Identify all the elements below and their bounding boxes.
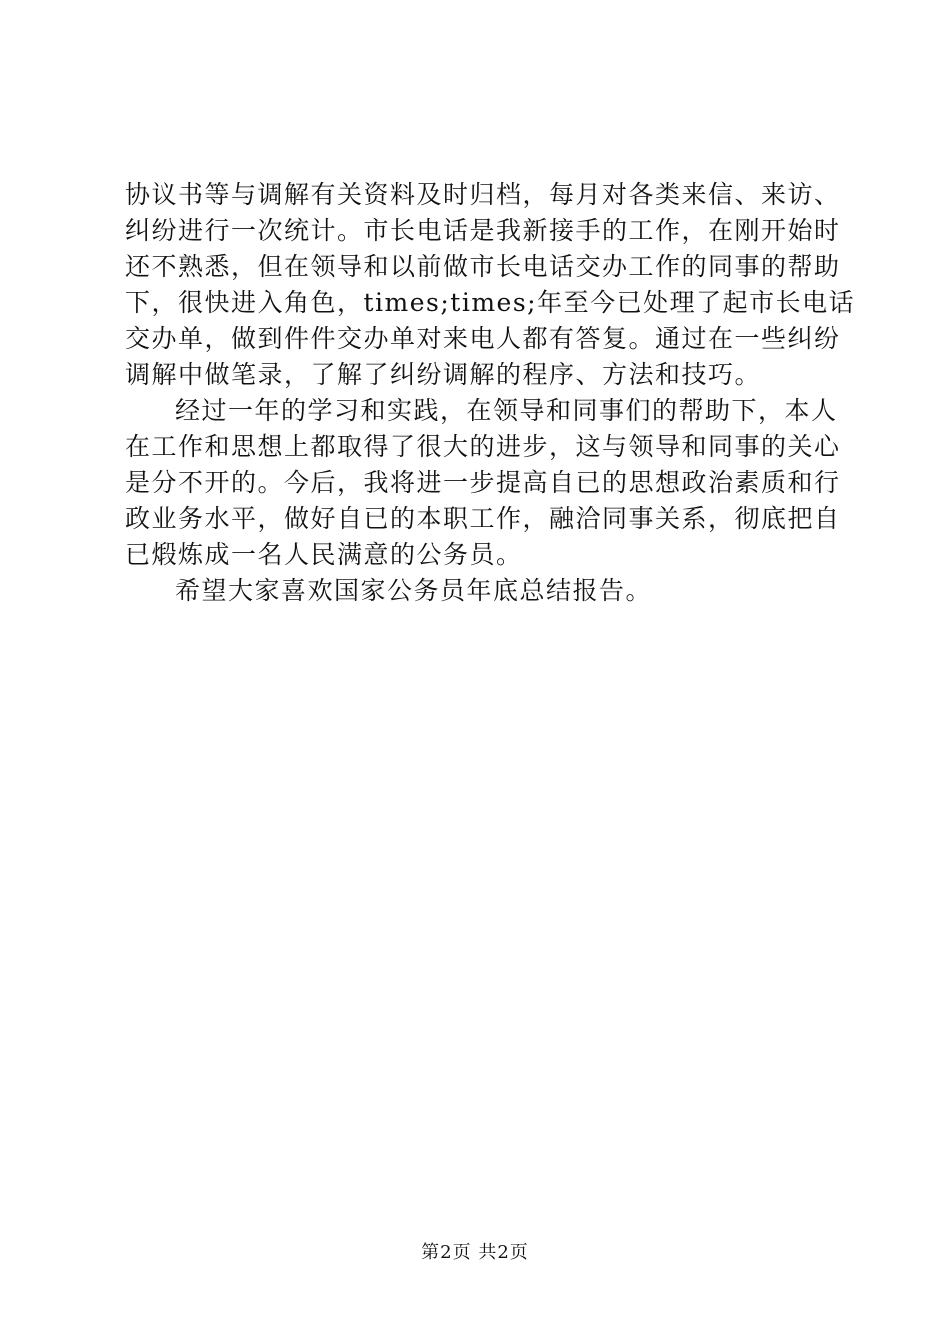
page-footer [0, 1241, 950, 1265]
text-line: 调解中做笔录，了解了纠纷调解的程序、方法和技巧。 [125, 360, 762, 389]
paragraph [125, 573, 835, 609]
text-line: 纠纷进行一次统计。市长电话是我新接手的工作，在刚开始时 [125, 216, 841, 245]
text-line: 还不熟悉，但在领导和以前做市长电话交办工作的同事的帮助 [125, 252, 841, 281]
paragraph [125, 393, 841, 573]
text-line: 下，很快进入角色，times;times;年至今已处理了起市长电话 [125, 288, 856, 317]
text-line: 已煅炼成一名人民满意的公务员。 [125, 540, 523, 569]
text-line: 交办单，做到件件交办单对来电人都有答复。通过在一些纠纷 [125, 324, 841, 353]
text-line: 经过一年的学习和实践，在领导和同事们的帮助下，本人 [175, 396, 838, 425]
text-line: 希望大家喜欢国家公务员年底总结报告。 [175, 576, 653, 605]
text-line: 协议书等与调解有关资料及时归档，每月对各类来信、来访、 [125, 180, 841, 209]
text-line: 在工作和思想上都取得了很大的进步，这与领导和同事的关心 [125, 432, 841, 461]
text-line: 是分不开的。今后，我将进一步提高自已的思想政治素质和行 [125, 468, 841, 497]
document-body [125, 177, 856, 609]
text-line: 政业务水平，做好自已的本职工作，融洽同事关系，彻底把自 [125, 504, 841, 533]
page-number-label: 第2页 共2页 [421, 1242, 529, 1263]
paragraph [125, 177, 856, 393]
